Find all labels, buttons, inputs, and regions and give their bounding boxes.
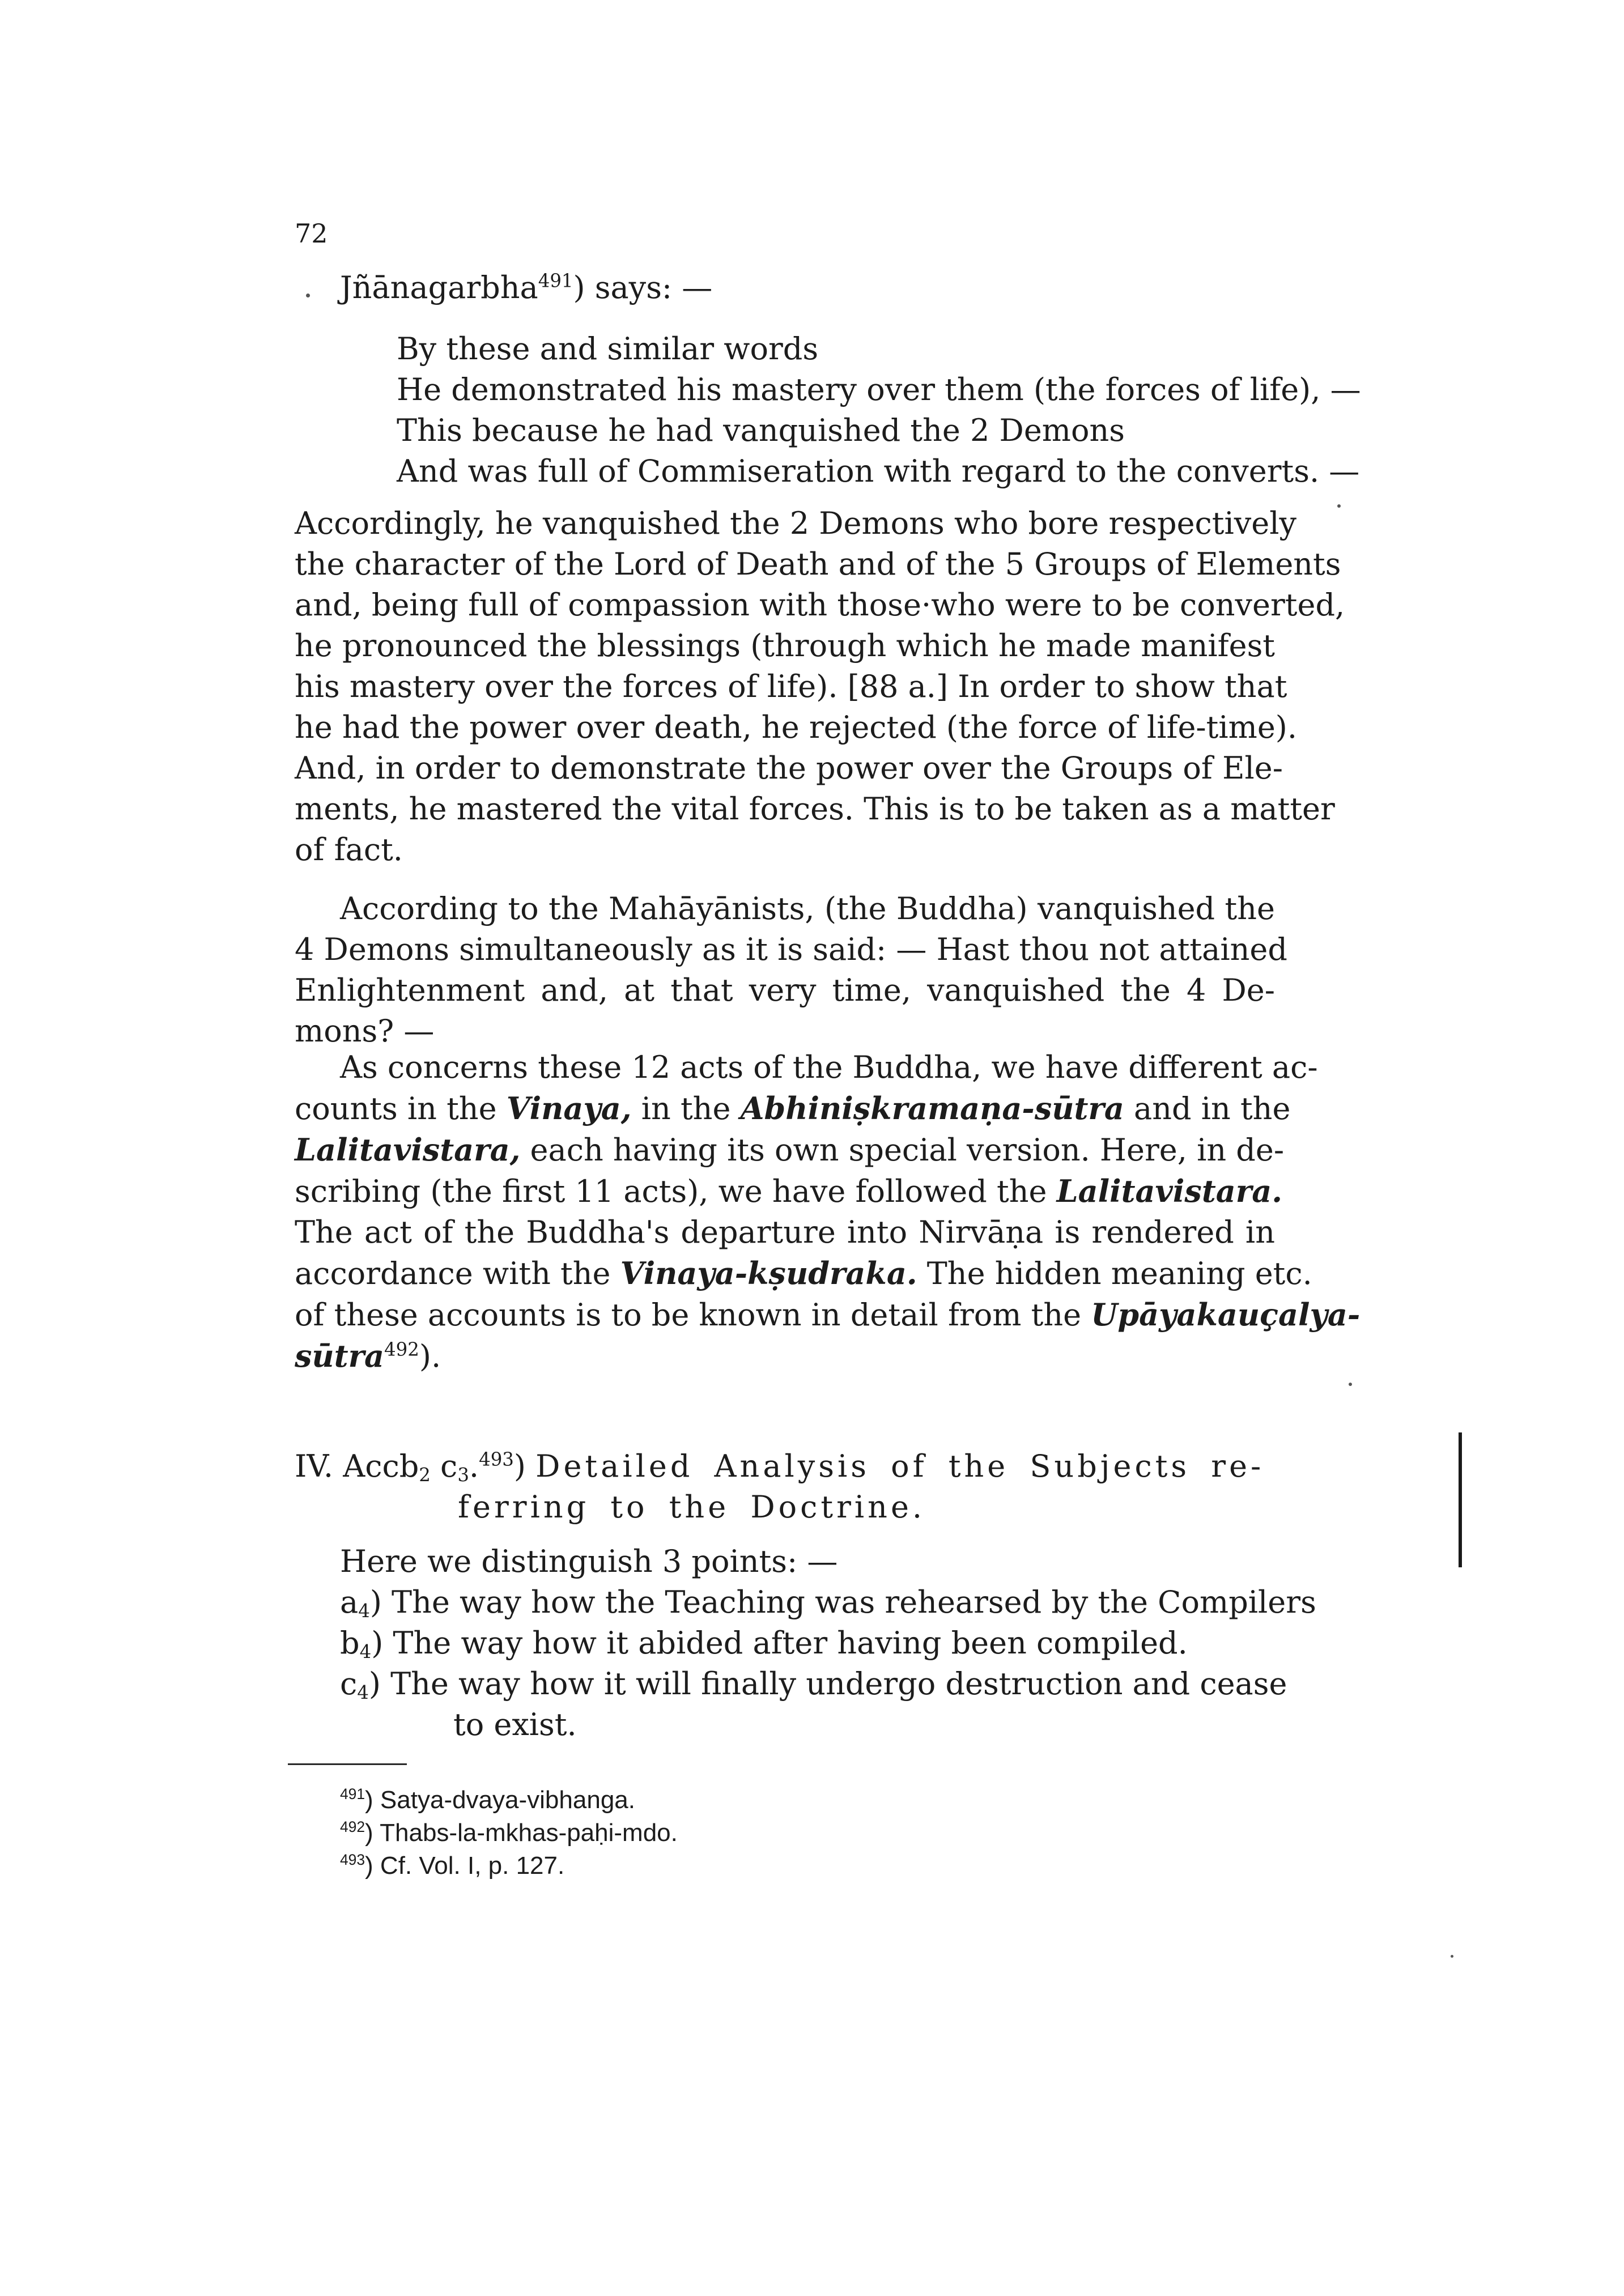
margin-mark xyxy=(1459,1432,1462,1567)
paragraph-mahayanists xyxy=(295,888,1287,1052)
text-line: counts in the Vinaya, in the Abhiniṣkramaṇa-sūtra and in the xyxy=(295,1090,1291,1126)
page-number: 72 xyxy=(295,218,328,249)
text-line: Lalitavistara, each having its own special version. Here, in de- xyxy=(295,1132,1285,1168)
title-sutra: sūtra xyxy=(295,1338,385,1374)
title-vinaya-ksudraka: Vinaya-kṣudraka. xyxy=(620,1255,917,1291)
text-line: According to the Mahāyānists, (the Buddha) vanquished the xyxy=(340,891,1275,926)
footnote-ref-493: 493 xyxy=(479,1448,514,1470)
text-line: of these accounts is to be known in detail from the Upāyakauçalya- xyxy=(295,1296,1361,1333)
section-title-cont: ferring to the Doctrine. xyxy=(458,1489,926,1525)
footnote: $^{492}$) Thabs-la-mkhas-paḥi-mdo. xyxy=(340,1818,678,1847)
scan-speck xyxy=(1451,1955,1453,1958)
text-line: The act of the Buddha's departure into Nirvāṇa is rendered in xyxy=(295,1214,1275,1250)
list-item: $c_4$) The way how it will finally undergo destruction and cease xyxy=(340,1666,1287,1704)
text-line: Enlightenment and, at that very time, vanquished the 4 De- xyxy=(295,972,1275,1008)
intro-line xyxy=(340,267,1320,308)
footnote-divider xyxy=(288,1763,407,1765)
text-line: Accordingly, he vanquished the 2 Demons who bore respectively xyxy=(295,505,1296,541)
text-line: mons? — xyxy=(295,1013,435,1049)
list-item: $a_4$) The way how the Teaching was rehearsed by the Compilers xyxy=(340,1584,1316,1622)
paragraph-accordingly xyxy=(295,503,1345,870)
text-line: of fact. xyxy=(295,832,403,868)
text-line: he had the power over death, he rejected (the force of life-time). xyxy=(295,709,1298,745)
verse-line: This because he had vanquished the 2 Demons xyxy=(397,413,1125,448)
title-lalitavistara: Lalitavistara. xyxy=(1056,1173,1282,1209)
author-name: Jñānagarbha xyxy=(340,270,538,305)
footnote: $^{491}$) Satya-dvaya-vibhanga. xyxy=(340,1785,635,1814)
text-line: he pronounced the blessings (through which he made manifest xyxy=(295,628,1275,664)
list-item: $b_4$) The way how it abided after having been compiled. xyxy=(340,1625,1188,1663)
verse-line: He demonstrated his mastery over them (the forces of life), — xyxy=(397,372,1361,407)
title-lalitavistara: Lalitavistara, xyxy=(295,1132,521,1168)
verse-line: By these and similar words xyxy=(397,331,819,367)
footnotes xyxy=(340,1784,678,1882)
scan-speck xyxy=(306,294,310,297)
verse-line: And was full of Commiseration with regard to the converts. — xyxy=(397,453,1360,489)
points-list xyxy=(340,1541,1316,1745)
footnote: $^{493}$) Cf. Vol. I, p. 127. xyxy=(340,1851,565,1880)
text-line: accordance with the Vinaya-kṣudraka. The hidden meaning etc. xyxy=(295,1255,1312,1291)
text-line: and, being full of compassion with those·who were to be converted, xyxy=(295,587,1345,623)
text-line: scribing (the first 11 acts), we have followed the Lalitavistara. xyxy=(295,1173,1282,1209)
text-line: the character of the Lord of Death and of the 5 Groups of Elements xyxy=(295,546,1341,582)
text-line: And, in order to demonstrate the power over the Groups of Ele- xyxy=(295,750,1283,786)
title-vinaya: Vinaya, xyxy=(506,1090,632,1126)
text-line: his mastery over the forces of life). [88 a.] In order to show that xyxy=(295,669,1287,704)
title-upayakaucalya: Upāyakauçalya- xyxy=(1091,1296,1361,1333)
list-item-cont: to exist. xyxy=(453,1707,577,1742)
verse-quote xyxy=(397,329,1361,492)
text-line: As concerns these 12 acts of the Buddha, we have different ac- xyxy=(340,1049,1318,1085)
section-number: IV. Accb$_2$ $c_3.^{493}$) xyxy=(295,1448,526,1486)
text-line: 4 Demons simultaneously as it is said: — Hast thou not attained xyxy=(295,932,1287,967)
points-intro: Here we distinguish 3 points: — xyxy=(340,1544,838,1579)
footnote-ref-491: 491 xyxy=(538,270,573,292)
scan-speck xyxy=(1337,504,1341,508)
intro-rest: ) says: — xyxy=(573,270,713,305)
section-heading xyxy=(295,1446,1275,1528)
text-line: sūtra$^{492}$). xyxy=(295,1338,441,1374)
paragraph-twelve-acts xyxy=(295,1047,1361,1377)
text-line: ments, he mastered the vital forces. This is to be taken as a matter xyxy=(295,791,1335,827)
section-title: Detailed Analysis of the Subjects re- xyxy=(535,1448,1265,1484)
footnote-ref-492: 492 xyxy=(384,1338,419,1360)
title-abhiniskramana: Abhiniṣkramaṇa-sūtra xyxy=(740,1090,1124,1126)
scan-speck xyxy=(1349,1383,1352,1386)
